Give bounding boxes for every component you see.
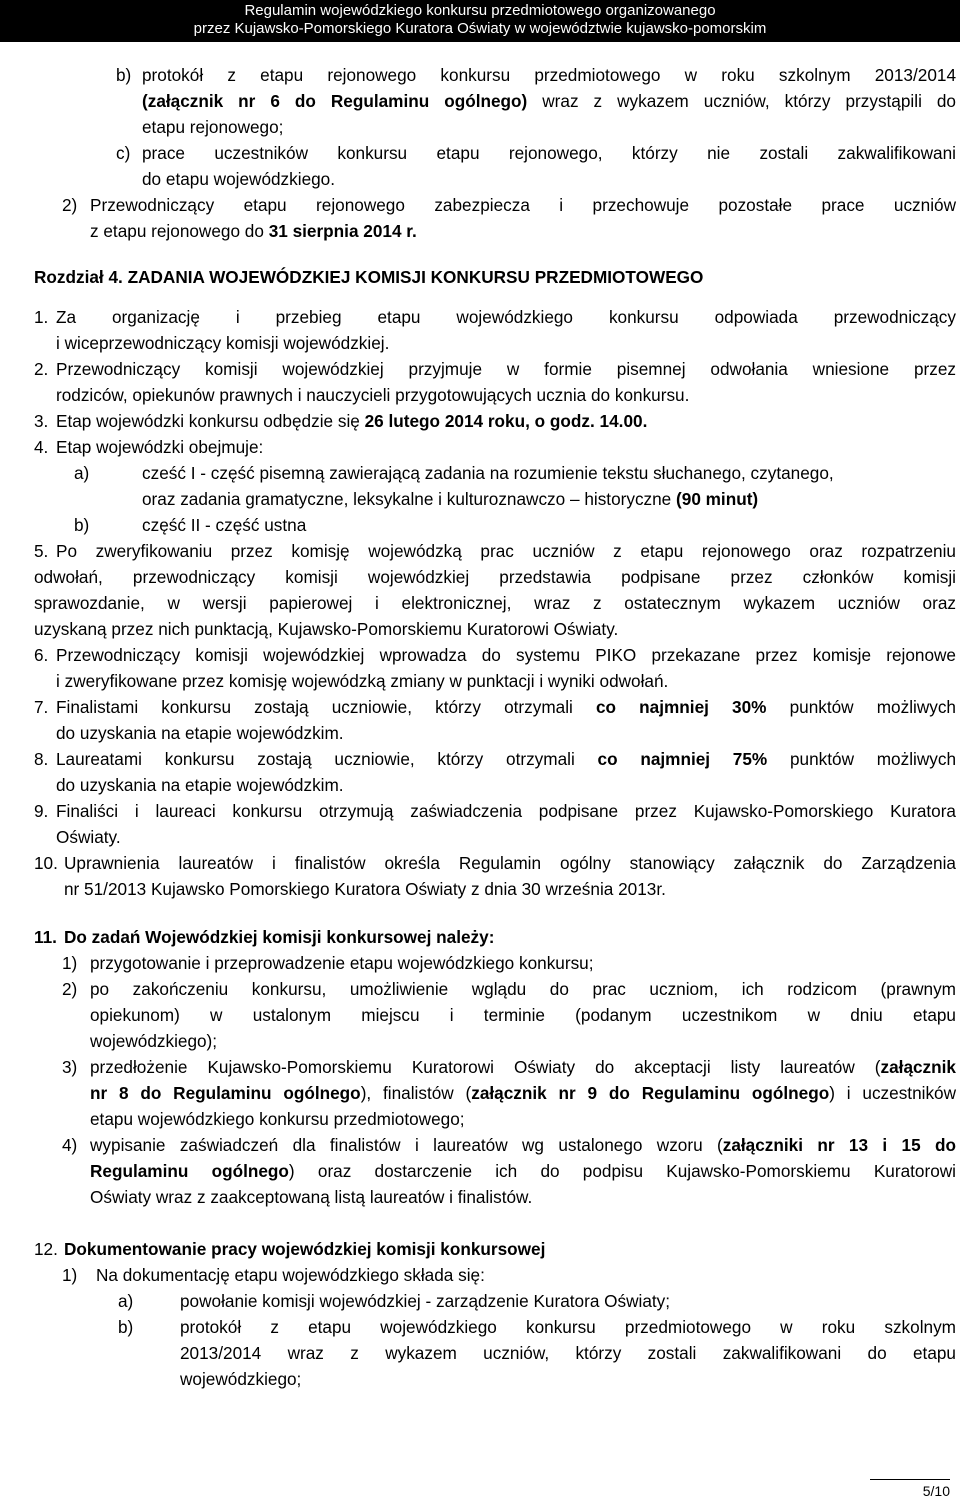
text-line: do uzyskania na etapie wojewódzkim. <box>56 723 344 743</box>
text-line: Przewodniczący komisji wojewódzkiej wprowadza do systemu PIKO przekazane przez komisje rejonowe <box>56 645 956 665</box>
item-number: 3) <box>62 1057 78 1077</box>
text-line: nr 51/2013 Kujawsko Pomorskiego Kuratora Oświaty z dnia 30 września 2013r. <box>64 879 666 899</box>
text-line: Na dokumentację etapu wojewódzkiego składa się: <box>96 1265 485 1285</box>
item-number: 9. <box>34 801 49 821</box>
list-item-7 <box>34 694 956 746</box>
item-label: a) <box>74 463 90 483</box>
text-line: Oświaty wraz z zaakceptowaną listą laureatów i finalistów. <box>90 1187 533 1207</box>
page-number: 5/10 <box>922 1483 950 1499</box>
page-footer <box>870 1479 950 1504</box>
item-number: 4) <box>62 1135 78 1155</box>
text-line: Przewodniczący komisji wojewódzkiej przyjmuje w formie pisemnej odwołania wniesione przez <box>56 359 956 379</box>
text-line: 5. Po zweryfikowaniu przez komisję wojewódzką prac uczniów z etapu rejonowego oraz rozpatrzeniu <box>34 541 956 561</box>
text-line: Za organizację i przebieg etapu wojewódzkiego konkursu odpowiada przewodniczący <box>56 307 956 327</box>
list-item-9 <box>34 798 956 850</box>
item-label: a) <box>118 1291 134 1311</box>
section-11-heading <box>34 924 956 950</box>
text-line: oraz zadania gramatyczne, leksykalne i kulturoznawczo – historyczne (90 minut) <box>142 489 759 509</box>
text-line: cześć I - część pisemną zawierającą zadania na rozumienie tekstu słuchanego, czytanego, <box>142 463 834 483</box>
text-line: część II - część ustna <box>142 515 307 535</box>
section-12-item-a <box>118 1288 956 1314</box>
text-line: Uprawnienia laureatów i finalistów określa Regulamin ogólny stanowiący załącznik do Zarządzenia <box>64 853 956 873</box>
text-line: powołanie komisji wojewódzkiej - zarządzenie Kuratora Oświaty; <box>180 1291 671 1311</box>
document-body <box>34 62 956 1392</box>
text-line: Finalistami konkursu zostają uczniowie, którzy otrzymali co najmniej 30% punktów możliwych <box>56 697 956 717</box>
top-item-2 <box>62 192 956 244</box>
section-12-item-1 <box>62 1262 956 1288</box>
section-11-item-4 <box>62 1132 956 1210</box>
item-label: c) <box>116 143 131 163</box>
list-item-8 <box>34 746 956 798</box>
top-item-c <box>116 140 956 192</box>
item-number: 7. <box>34 697 49 717</box>
text-line: Etap wojewódzki obejmuje: <box>56 437 264 457</box>
text-line: odwołań, przewodniczący komisji wojewódzkiej przedstawia podpisane przez członków komisji <box>34 567 956 587</box>
header-line-1: Regulamin wojewódzkiego konkursu przedmiotowego organizowanego <box>244 2 716 19</box>
text-line: Przewodniczący etapu rejonowego zabezpiecza i przechowuje pozostałe prace uczniów <box>90 195 956 215</box>
item-number: 10. <box>34 853 58 873</box>
text-line: do uzyskania na etapie wojewódzkim. <box>56 775 344 795</box>
item-number: 2) <box>62 979 78 999</box>
item-number: 2) <box>62 195 78 215</box>
item-number: 1. <box>34 307 49 327</box>
list-item-1 <box>34 304 956 356</box>
section-title: Dokumentowanie pracy wojewódzkiej komisji konkursowej <box>64 1239 546 1259</box>
text-line: Etap wojewódzki konkursu odbędzie się 26 lutego 2014 roku, o godz. 14.00. <box>56 411 648 431</box>
item-label: b) <box>118 1317 134 1337</box>
item-number: 2. <box>34 359 49 379</box>
item-number: 12. <box>34 1239 58 1259</box>
text-line: Laureatami konkursu zostają uczniowie, którzy otrzymali co najmniej 75% punktów możliwych <box>56 749 956 769</box>
text-line: wypisanie zaświadczeń dla finalistów i laureatów wg ustalonego wzoru (załączniki nr 13 i 15 do <box>90 1135 956 1155</box>
list-item-2 <box>34 356 956 408</box>
text-line: rodziców, opiekunów prawnych i nauczycieli przygotowujących ucznia do konkursu. <box>56 385 690 405</box>
item-number: 11. <box>34 927 57 947</box>
text-line: Oświaty. <box>56 827 121 847</box>
text-line: przygotowanie i przeprowadzenie etapu wojewódzkiego konkursu; <box>90 953 594 973</box>
item-number: 1) <box>62 1265 78 1285</box>
text-line: nr 8 do Regulaminu ogólnego), finalistów (załącznik nr 9 do Regulaminu ogólnego) i uczestników <box>90 1083 957 1103</box>
text-line: Finaliści i laureaci konkursu otrzymują zaświadczenia podpisane przez Kujawsko-Pomorskiego Kuratora <box>56 801 956 821</box>
item-number: 3. <box>34 411 49 431</box>
list-item-4 <box>34 434 956 460</box>
item-number: 4. <box>34 437 49 457</box>
section-11-item-1 <box>62 950 956 976</box>
section-11-item-3 <box>62 1054 956 1132</box>
section-11-item-2 <box>62 976 956 1054</box>
list-item-5 <box>34 538 956 642</box>
text-line: etapu rejonowego; <box>142 117 284 137</box>
item-label: b) <box>74 515 90 535</box>
section-title: Do zadań Wojewódzkiej komisji konkursowej należy: <box>64 927 495 947</box>
top-item-b <box>116 62 956 140</box>
text-line: do etapu wojewódzkiego. <box>142 169 336 189</box>
text-line: protokół z etapu wojewódzkiego konkursu przedmiotowego w roku szkolnym <box>180 1317 956 1337</box>
header-line-2: przez Kujawsko-Pomorskiego Kuratora Oświaty w województwie kujawsko-pomorskim <box>193 20 767 37</box>
chapter-title: ZADANIA WOJEWÓDZKIEJ KOMISJI KONKURSU PRZEDMIOTOWEGO <box>127 267 704 287</box>
chapter-label: Rozdział 4. <box>34 267 123 287</box>
text-line: (załącznik nr 6 do Regulaminu ogólnego) wraz z wykazem uczniów, którzy przystąpili do <box>142 91 956 111</box>
item-label: b) <box>116 65 132 85</box>
text-line: i wiceprzewodniczący komisji wojewódzkiej. <box>56 333 390 353</box>
list-item-10 <box>34 850 956 902</box>
item-number: 8. <box>34 749 49 769</box>
chapter-heading <box>34 264 956 290</box>
text-line: etapu wojewódzkiego konkursu przedmiotowego; <box>90 1109 465 1129</box>
list-item-4a <box>74 460 956 512</box>
text-line: opiekunom) w ustalonym miejscu i terminie (podanym uczestnikom w dniu etapu <box>90 1005 956 1025</box>
text-line: sprawozdanie, w wersji papierowej i elektronicznej, wraz z ostatecznym wykazem uczniów oraz <box>34 593 956 613</box>
list-item-6 <box>34 642 956 694</box>
text-line: uzyskaną przez nich punktacją, Kujawsko-Pomorskiemu Kuratorowi Oświaty. <box>34 619 619 639</box>
section-12-heading <box>34 1236 956 1262</box>
text-line: prace uczestników konkursu etapu rejonowego, którzy nie zostali zakwalifikowani <box>142 143 956 163</box>
text-line: przedłożenie Kujawsko-Pomorskiemu Kuratorowi Oświaty do akceptacji listy laureatów (załącznik <box>90 1057 956 1077</box>
text-line: z etapu rejonowego do 31 sierpnia 2014 r. <box>90 221 417 241</box>
text-line: wojewódzkiego; <box>180 1369 302 1389</box>
list-item-4b <box>74 512 956 538</box>
text-line: protokół z etapu rejonowego konkursu przedmiotowego w roku szkolnym 2013/2014 <box>142 65 956 85</box>
item-number: 6. <box>34 645 49 665</box>
item-number: 1) <box>62 953 78 973</box>
text-line: Regulaminu ogólnego) oraz dostarczenie ich do podpisu Kujawsko-Pomorskiemu Kuratorowi <box>90 1161 956 1181</box>
page-header <box>0 0 960 42</box>
text-line: i zweryfikowane przez komisję wojewódzką zmiany w punktacji i wyniki odwołań. <box>56 671 669 691</box>
text-line: 2013/2014 wraz z wykazem uczniów, którzy zostali zakwalifikowani do etapu <box>180 1343 956 1363</box>
text-line: wojewódzkiego); <box>90 1031 218 1051</box>
text-line: po zakończeniu konkursu, umożliwienie wglądu do prac uczniom, ich rodzicom (prawnym <box>90 979 956 999</box>
section-12-item-b <box>118 1314 956 1392</box>
list-item-3 <box>34 408 956 434</box>
